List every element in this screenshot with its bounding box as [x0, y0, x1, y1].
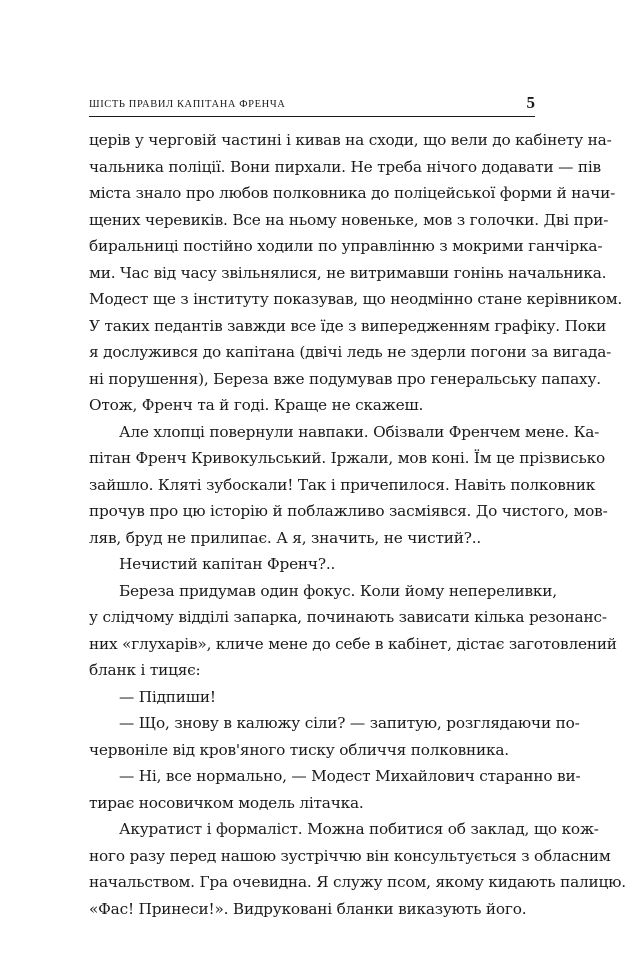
text-line: міста знало про любов полковника до поліцейської форми й начи-	[89, 184, 616, 202]
text-line: ні порушення), Береза вже подумував про генеральську папаху.	[89, 369, 601, 388]
text-line: прочув про цю історію й поблажливо засміявся. До чистого, мов-	[89, 502, 608, 520]
text-line: я дослужився до капітана (двічі ледь не здерли погони за вигада-	[89, 343, 612, 361]
text-line: ного разу перед нашою зустріччю він консультується з обласним	[89, 846, 611, 865]
text-line: биральниці постійно ходили по управлінню з мокрими ганчірка-	[89, 237, 603, 255]
text-line: червоніле від кров'яного тиску обличчя полковника.	[89, 740, 509, 759]
text-line: церів у черговій частині і кивав на сходи, що вели до кабінету на-	[89, 131, 612, 149]
text-line: Але хлопці повернули навпаки. Обізвали Френчем мене. Ка-	[119, 422, 600, 441]
text-line: Модест ще з інституту показував, що неодмінно стане керівником.	[89, 290, 623, 308]
text-line: них «глухарів», кличе мене до себе в кабінет, дістає заготовлений	[89, 634, 617, 653]
text-line: чальника поліції. Вони пирхали. Не треба нічого додавати — пів	[89, 157, 601, 176]
text-line: Отож, Френч та й годі. Краще не скажеш.	[89, 396, 424, 414]
text-line: у слідчому відділі запарка, починають зависати кілька резонанс-	[89, 608, 607, 626]
text-line: — Підпиши!	[119, 687, 216, 706]
body-text	[89, 127, 626, 922]
text-line: — Ні, все нормально, — Модест Михайлович старанно ви-	[119, 767, 581, 785]
text-line: — Що, знову в калюжу сіли? — запитую, розглядаючи по-	[119, 714, 580, 732]
text-line: Нечистий капітан Френч?..	[119, 555, 336, 573]
text-line: тирає носовичком модель літачка.	[89, 793, 364, 812]
text-line: начальством. Гра очевидна. Я служу псом, якому кидають палицю.	[89, 873, 626, 891]
text-line: Береза придумав один фокус. Коли йому непереливки,	[119, 581, 557, 600]
text-line: зайшло. Кляті зубоскали! Так і причепилося. Навіть полковник	[89, 475, 596, 494]
running-header	[89, 92, 535, 117]
text-line: У таких педантів завжди все їде з випередженням графіку. Поки	[89, 316, 607, 335]
text-line: ми. Час від часу звільнялися, не витримавши гонінь начальника.	[89, 263, 607, 282]
text-line: Акуратист і формаліст. Можна побитися об заклад, що кож-	[119, 820, 599, 838]
running-title: ШІСТЬ ПРАВИЛ КАПІТАНА ФРЕНЧА	[89, 99, 286, 110]
text-line: ляв, бруд не прилипає. А я, значить, не чистий?..	[89, 528, 482, 547]
text-line: щених черевиків. Все на ньому новеньке, мов з голочки. Дві при-	[89, 210, 609, 229]
text-line: пітан Френч Кривокульський. Іржали, мов коні. Їм це прізвисько	[89, 449, 605, 467]
text-line: бланк і тицяє:	[89, 661, 201, 679]
text-line: «Фас! Принеси!». Видруковані бланки виказують його.	[89, 899, 527, 918]
page-number: 5	[526, 93, 535, 112]
